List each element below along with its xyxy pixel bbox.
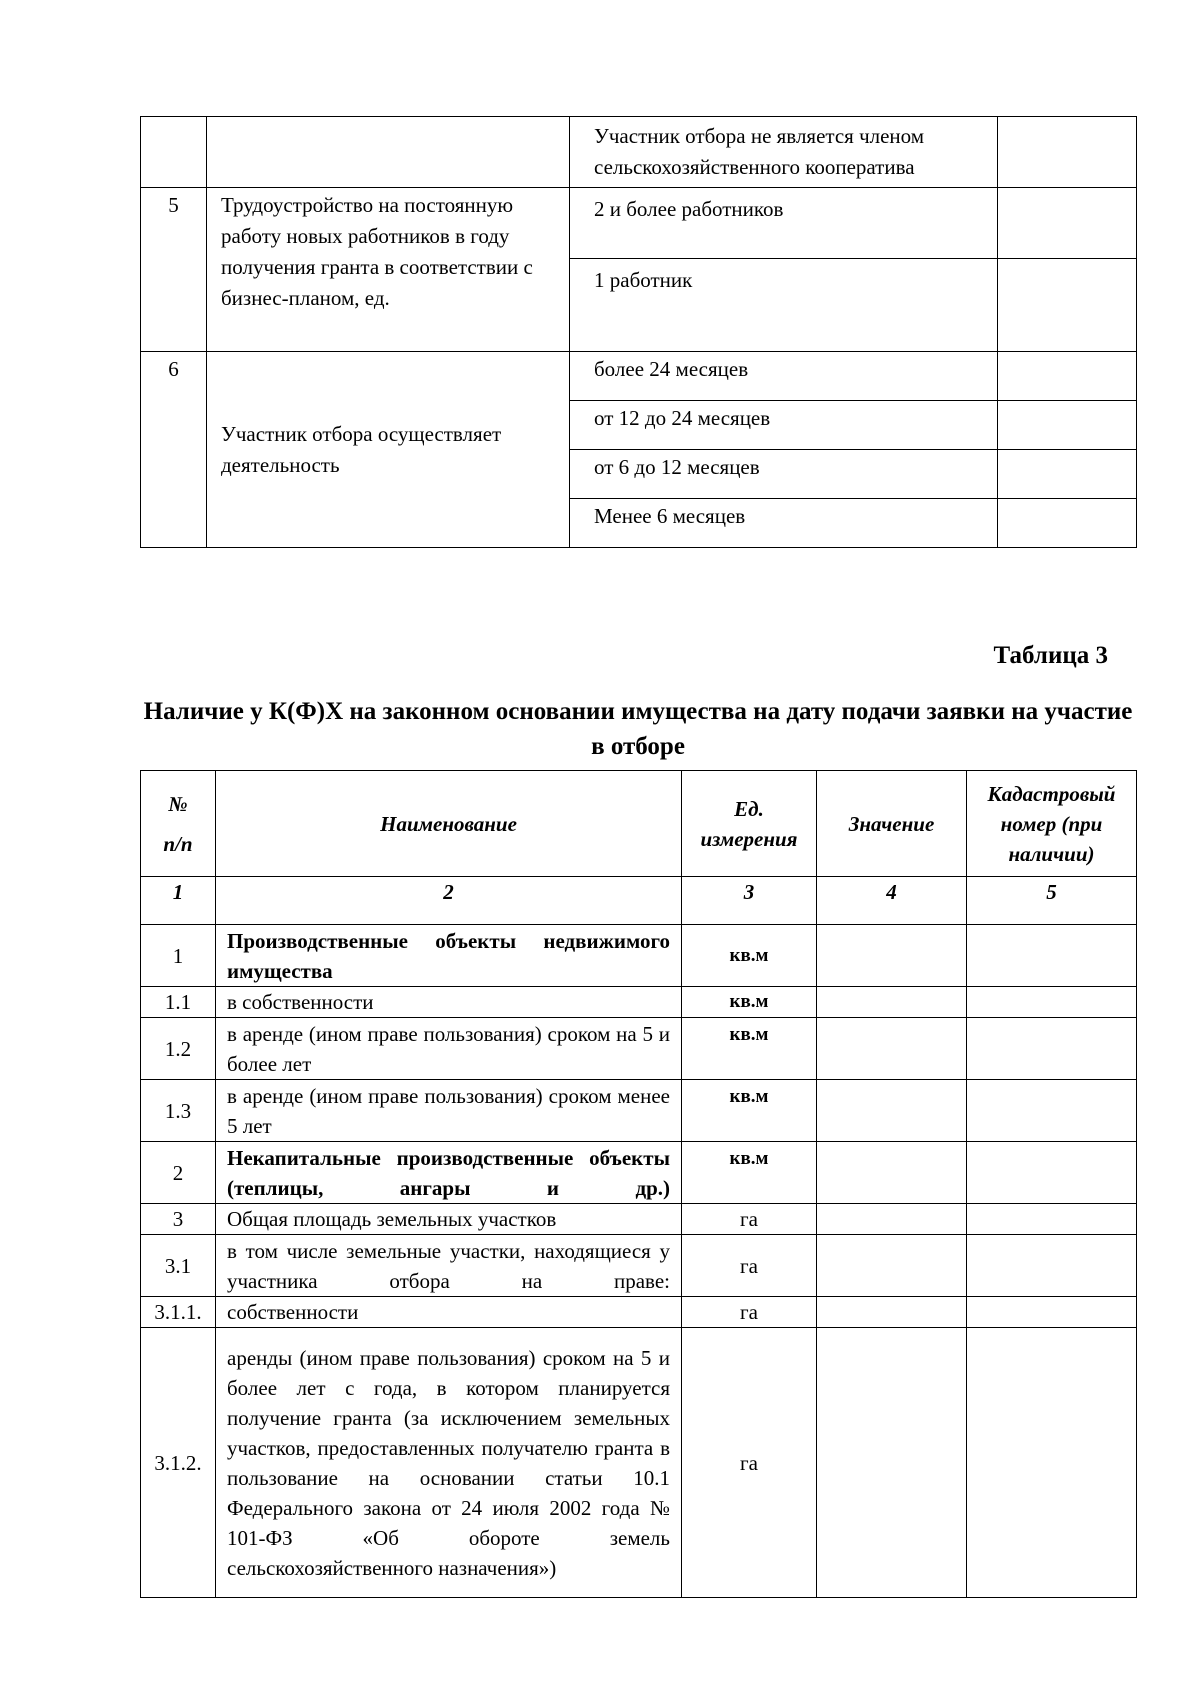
table-row [141,1204,1137,1235]
option-cell: от 12 до 24 месяцев [570,401,998,450]
row-cadastral [967,1142,1137,1204]
table-row [141,188,1137,259]
score-cell [998,450,1137,499]
score-cell [998,401,1137,450]
header-unit: Ед. измерения [682,771,817,877]
row-number: 2 [141,1142,216,1204]
table-title: Наличие у К(Ф)Х на законном основании имущества на дату подачи заявки на участие в отборе [143,698,1133,760]
number-cell [141,117,207,188]
property-table [140,770,1137,1598]
row-cadastral [967,987,1137,1018]
column-number: 5 [967,877,1137,925]
score-cell [998,352,1137,401]
criterion-cell [207,117,570,188]
row-number: 1 [141,925,216,987]
row-value [817,1204,967,1235]
table-row [141,987,1137,1018]
header-number [141,771,216,877]
option-cell: от 6 до 12 месяцев [570,450,998,499]
row-cadastral [967,1204,1137,1235]
row-value [817,1328,967,1598]
criteria-table [140,116,1137,548]
row-unit: га [682,1204,817,1235]
header-value: Значение [817,771,967,877]
number-cell: 6 [141,352,207,548]
option-cell: 2 и более работников [570,188,998,259]
row-cadastral [967,1328,1137,1598]
row-unit: кв.м [682,1080,817,1142]
row-name: аренды (ином праве пользования) сроком на 5 и более лет с года, в котором планируется получение гранта (за исключением земельных участков, предоставленных получателю гранта в пользование на основании статьи 10.1 Федерального закона от 24 июля 2002 года № 101-ФЗ «Об обороте земель сельскохозяйственного назначения») [216,1328,682,1598]
row-value [817,1142,967,1204]
row-name: Производственные объекты недвижимого имущества [216,925,682,987]
table-row [141,925,1137,987]
row-value [817,1080,967,1142]
table-row [141,1328,1137,1598]
header-row [141,771,1137,877]
score-cell [998,188,1137,259]
row-number: 1.3 [141,1080,216,1142]
score-cell [998,259,1137,352]
row-name: в аренде (ином праве пользования) сроком на 5 и более лет [216,1018,682,1080]
row-number: 1.1 [141,987,216,1018]
table-row [141,1080,1137,1142]
row-cadastral [967,925,1137,987]
row-name: Некапитальные производственные объекты (теплицы, ангары и др.) [216,1142,682,1204]
row-number: 3.1 [141,1235,216,1297]
option-cell: Менее 6 месяцев [570,499,998,548]
row-number: 3.1.1. [141,1297,216,1328]
criterion-cell: Трудоустройство на постоянную работу новых работников в году получения гранта в соответствии с бизнес-планом, ед. [207,188,570,352]
row-value [817,987,967,1018]
table-row [141,1142,1137,1204]
table-row [141,352,1137,401]
row-unit: га [682,1328,817,1598]
column-number: 3 [682,877,817,925]
option-cell: 1 работник [570,259,998,352]
row-name: Общая площадь земельных участков [216,1204,682,1235]
row-cadastral [967,1297,1137,1328]
option-text: Участник отбора не является членом сельскохозяйственного кооператива [594,124,925,179]
option-cell [570,117,998,188]
row-unit: га [682,1297,817,1328]
table-row [141,1297,1137,1328]
header-name: Наименование [216,771,682,877]
row-cadastral [967,1235,1137,1297]
header-number-line2: п/п [163,831,193,856]
row-unit: кв.м [682,1018,817,1080]
row-unit: кв.м [682,1142,817,1204]
table-row [141,117,1137,188]
row-value [817,925,967,987]
table-label: Таблица 3 [993,642,1108,669]
row-number: 3 [141,1204,216,1235]
number-cell: 5 [141,188,207,352]
table-row [141,1018,1137,1080]
column-number-row [141,877,1137,925]
header-cadastral: Кадастровый номер (при наличии) [967,771,1137,877]
row-value [817,1018,967,1080]
table-row [141,1235,1137,1297]
score-cell [998,499,1137,548]
score-cell [998,117,1137,188]
row-value [817,1297,967,1328]
criterion-cell: Участник отбора осуществляет деятельность [207,352,570,548]
row-name: в аренде (ином праве пользования) сроком менее 5 лет [216,1080,682,1142]
row-unit: кв.м [682,987,817,1018]
column-number: 1 [141,877,216,925]
row-number: 1.2 [141,1018,216,1080]
row-cadastral [967,1080,1137,1142]
row-number: 3.1.2. [141,1328,216,1598]
row-cadastral [967,1018,1137,1080]
row-unit: кв.м [682,925,817,987]
column-number: 4 [817,877,967,925]
column-number: 2 [216,877,682,925]
row-value [817,1235,967,1297]
header-number-line1: № [168,791,188,816]
row-name: в том числе земельные участки, находящиеся у участника отбора на праве: [216,1235,682,1297]
row-name: в собственности [216,987,682,1018]
row-name: собственности [216,1297,682,1328]
option-cell: более 24 месяцев [570,352,998,401]
row-unit: га [682,1235,817,1297]
